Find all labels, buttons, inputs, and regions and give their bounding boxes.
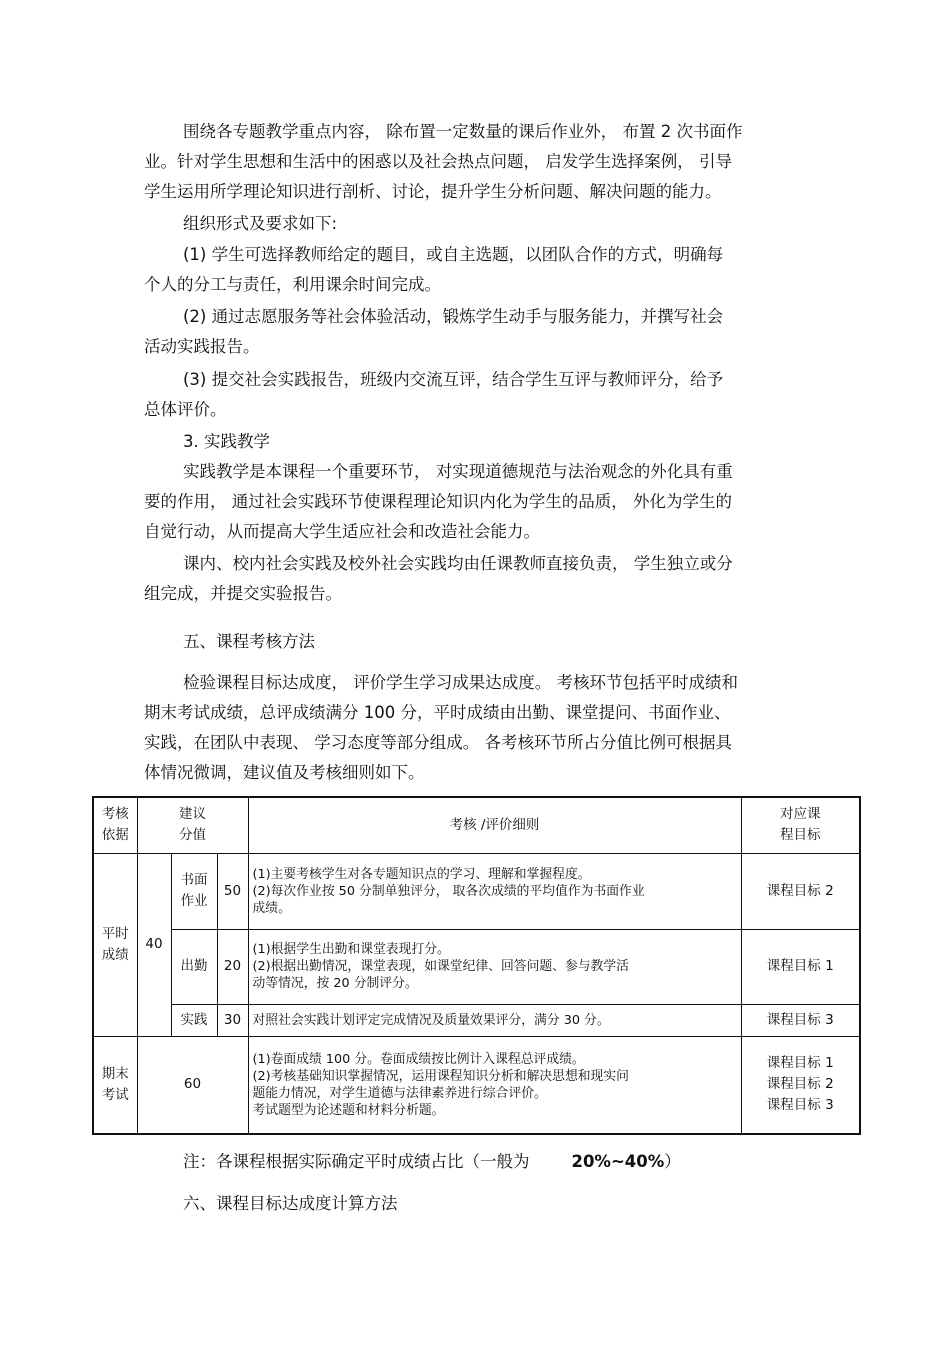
- final-label-line: 期末: [101, 1065, 129, 1082]
- component-score: 30: [217, 1004, 248, 1036]
- header-target: [741, 797, 860, 853]
- component-target: 课程目标 3: [741, 1004, 860, 1036]
- paragraph-practice-2: [144, 549, 810, 609]
- component-detail: [248, 929, 741, 1004]
- paragraph-practice: [144, 457, 810, 547]
- target-line: 课程目标 1: [766, 1055, 834, 1072]
- detail-line: (2)每次作业按 50 分制单独评分， 取各次成绩的平均值作为书面作业: [252, 883, 645, 899]
- component-name: [171, 853, 217, 929]
- note-end: ）: [664, 1152, 681, 1171]
- note: [183, 1148, 681, 1172]
- paragraph-assessment: [144, 668, 810, 788]
- final-label-line: 考试: [101, 1086, 129, 1103]
- header-target-line: 对应课: [780, 806, 821, 823]
- detail-line: (1)卷面成绩 100 分。卷面成绩按比例计入课程总评成绩。: [252, 1051, 585, 1067]
- section-6-title: 六、课程目标达成度计算方法: [183, 1194, 398, 1213]
- text-line: 体情况微调，建议值及考核细则如下。: [144, 763, 425, 782]
- regular-label-line: 平时: [101, 925, 129, 942]
- header-basis-line: 考核: [101, 806, 129, 823]
- paragraph-assignments: [144, 117, 810, 207]
- detail-line: (1)主要考核学生对各专题知识点的学习、理解和掌握程度。: [252, 866, 591, 882]
- detail-line: 动等情况，按 20 分制评分。: [252, 976, 418, 991]
- detail-line: 题能力情况，对学生道德与法律素养进行综合评价。: [252, 1085, 547, 1101]
- detail-line: 成绩。: [252, 900, 291, 916]
- regular-score: 40: [137, 853, 171, 1036]
- note-percent: 20%~40%: [571, 1152, 665, 1171]
- text-line: (2) 通过志愿服务等社会体验活动，锻炼学生动手与服务能力，并撰写社会: [183, 307, 724, 326]
- final-targets: [741, 1036, 860, 1134]
- component-detail: [248, 853, 741, 929]
- detail-line: (2)考核基础知识掌握情况，运用课程知识分析和解决思想和现实问: [252, 1068, 629, 1084]
- text-line: 学生运用所学理论知识进行剖析、讨论，提升学生分析问题、解决问题的能力。: [144, 182, 722, 201]
- list-item-1: [144, 240, 810, 300]
- final-label: [93, 1036, 137, 1134]
- assessment-table: [92, 796, 861, 1135]
- component-score: 50: [217, 853, 248, 929]
- text-line: 检验课程目标达成度， 评价学生学习成果达成度。 考核环节包括平时成绩和: [183, 673, 738, 692]
- paragraph-org-title: [144, 209, 810, 239]
- component-name: 实践: [171, 1004, 217, 1036]
- header-basis-line: 依据: [101, 827, 129, 844]
- practice-heading: [144, 427, 810, 457]
- detail-line: (2)根据出勤情况，课堂表现，如课堂纪律、回答问题、参与教学活: [252, 959, 629, 974]
- header-basis: [93, 797, 137, 853]
- text-line: 个人的分工与责任，利用课余时间完成。: [144, 275, 441, 294]
- component-name: 出勤: [171, 929, 217, 1004]
- text-line: 活动实践报告。: [144, 337, 260, 356]
- list-item-3: [144, 365, 810, 425]
- component-detail: 对照社会实践计划评定完成情况及质量效果评分，满分 30 分。: [248, 1004, 741, 1036]
- target-line: 课程目标 3: [766, 1097, 834, 1114]
- list-item-2: [144, 302, 810, 362]
- component-name-line: 作业: [180, 893, 208, 909]
- header-score: [137, 797, 248, 853]
- table-row: [93, 853, 860, 929]
- header-target-line: 程目标: [780, 827, 821, 844]
- text-line: 要的作用， 通过社会实践环节使课程理论知识内化为学生的品质， 外化为学生的: [144, 492, 732, 511]
- detail-line: 考试题型为论述题和材料分析题。: [252, 1102, 445, 1118]
- text-line: (3) 提交社会实践报告，班级内交流互评，结合学生互评与教师评分，给予: [183, 370, 724, 389]
- header-detail: 考核 /评价细则: [248, 797, 741, 853]
- text-line: 实践教学是本课程一个重要环节， 对实现道德规范与法治观念的外化具有重: [183, 462, 733, 481]
- header-score-line: 分值: [179, 827, 206, 844]
- table-row: [93, 1004, 860, 1036]
- target-line: 课程目标 2: [766, 1076, 834, 1093]
- text-line: 总体评价。: [144, 400, 227, 419]
- detail-line: (1)根据学生出勤和课堂表现打分。: [252, 942, 450, 957]
- text-line: 业。针对学生思想和生活中的困惑以及社会热点问题， 启发学生选择案例， 引导: [144, 152, 732, 171]
- regular-label: [93, 853, 137, 1036]
- component-target: 课程目标 2: [741, 853, 860, 929]
- table-row: [93, 929, 860, 1004]
- component-score: 20: [217, 929, 248, 1004]
- section-5-title: 五、课程考核方法: [183, 632, 315, 651]
- text-line: 组完成，并提交实验报告。: [144, 584, 342, 603]
- final-score: 60: [137, 1036, 248, 1134]
- final-detail: [248, 1036, 741, 1134]
- note-text: 注：各课程根据实际确定平时成绩占比（一般为: [183, 1152, 572, 1171]
- component-name-line: 书面: [180, 872, 208, 888]
- text-line: 课内、校内社会实践及校外社会实践均由任课教师直接负责， 学生独立或分: [183, 554, 733, 573]
- text-line: 期末考试成绩，总评成绩满分 100 分，平时成绩由出勤、课堂提问、书面作业、: [144, 703, 731, 722]
- text-line: 3. 实践教学: [183, 432, 270, 451]
- text-line: 实践，在团队中表现、 学习态度等部分组成。 各考核环节所占分值比例可根据具: [144, 733, 732, 752]
- text-line: (1) 学生可选择教师给定的题目，或自主选题，以团队合作的方式，明确每: [183, 245, 724, 264]
- text-line: 围绕各专题教学重点内容， 除布置一定数量的课后作业外， 布置 2 次书面作: [183, 122, 743, 141]
- text-line: 组织形式及要求如下:: [183, 214, 338, 233]
- table-header-row: [93, 797, 860, 853]
- header-score-line: 建议: [179, 806, 206, 823]
- regular-label-line: 成绩: [101, 946, 129, 963]
- component-target: 课程目标 1: [741, 929, 860, 1004]
- text-line: 自觉行动，从而提高大学生适应社会和改造社会能力。: [144, 522, 540, 541]
- table-row: [93, 1036, 860, 1134]
